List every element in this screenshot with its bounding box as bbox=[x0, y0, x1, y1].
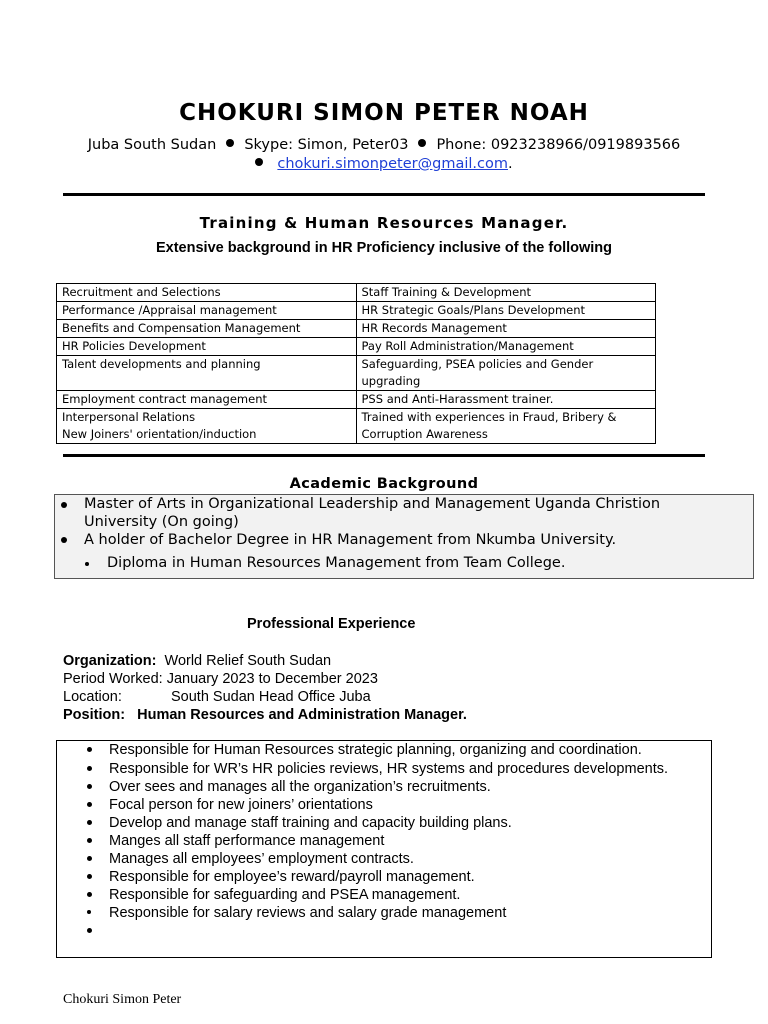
list-item: Manages all employees’ employment contracts. bbox=[109, 851, 414, 867]
table-row bbox=[57, 320, 656, 338]
bullet-icon bbox=[87, 928, 92, 933]
table-row bbox=[57, 409, 656, 444]
list-item: Responsible for WR’s HR policies reviews, HR systems and procedures developments. bbox=[109, 761, 669, 777]
table-row bbox=[57, 391, 656, 409]
location-value: South Sudan Head Office Juba bbox=[171, 689, 371, 705]
table-cell: PSS and Anti-Harassment trainer. bbox=[356, 391, 656, 409]
position-line bbox=[63, 706, 467, 724]
list-item: Develop and manage staff training and capacity building plans. bbox=[109, 815, 512, 831]
cell-line: Interpersonal Relations bbox=[62, 410, 196, 424]
cell-line: Corruption Awareness bbox=[361, 427, 488, 441]
period-label: Period Worked: bbox=[63, 671, 163, 687]
experience-title: Professional Experience bbox=[247, 616, 416, 632]
list-item: Over sees and manages all the organization’s recruitments. bbox=[109, 779, 491, 795]
phone-text: Phone: 0923238966/0919893566 bbox=[436, 137, 681, 153]
divider bbox=[63, 454, 705, 457]
bullet-icon bbox=[87, 766, 92, 771]
position-value: Human Resources and Administration Manager. bbox=[137, 707, 467, 723]
list-item: Manges all staff performance management bbox=[109, 833, 385, 849]
list-item: Responsible for salary reviews and salary grade management bbox=[109, 905, 507, 921]
table-cell: Pay Roll Administration/Management bbox=[356, 338, 656, 356]
divider bbox=[63, 193, 705, 196]
bullet-icon bbox=[85, 562, 89, 566]
candidate-name: CHOKURI SIMON PETER NOAH bbox=[179, 100, 589, 126]
bullet-icon bbox=[226, 139, 234, 147]
responsibilities-box bbox=[56, 740, 712, 958]
academic-box bbox=[54, 494, 754, 579]
email-link[interactable]: chokuri.simonpeter@gmail.com bbox=[277, 156, 508, 172]
bullet-icon bbox=[87, 802, 92, 807]
org-value: World Relief South Sudan bbox=[164, 653, 332, 669]
bullet-icon bbox=[61, 502, 67, 508]
table-cell: Employment contract management bbox=[57, 391, 357, 409]
period-value: January 2023 to December 2023 bbox=[166, 671, 378, 687]
list-item: Responsible for safeguarding and PSEA management. bbox=[109, 887, 461, 903]
list-item: A holder of Bachelor Degree in HR Management from Nkumba University. bbox=[84, 532, 617, 548]
organization-line bbox=[63, 652, 331, 670]
skills-table bbox=[56, 283, 656, 444]
bullet-icon bbox=[87, 784, 92, 789]
location-text: Juba South Sudan bbox=[87, 137, 217, 153]
email-suffix: . bbox=[507, 156, 513, 172]
list-item: Responsible for Human Resources strategic planning, organizing and coordination. bbox=[109, 742, 642, 758]
list-item: Diploma in Human Resources Management from Team College. bbox=[107, 555, 566, 571]
table-cell: Safeguarding, PSEA policies and Gender upgrading bbox=[356, 356, 656, 391]
email-line bbox=[0, 156, 768, 172]
table-cell bbox=[356, 409, 656, 444]
list-item: Focal person for new joiners’ orientations bbox=[109, 797, 373, 813]
table-cell: HR Strategic Goals/Plans Development bbox=[356, 302, 656, 320]
bullet-icon bbox=[87, 820, 92, 825]
table-row bbox=[57, 356, 656, 391]
bullet-icon bbox=[87, 910, 91, 914]
bullet-icon bbox=[87, 874, 92, 879]
location-label: Location: bbox=[63, 689, 122, 705]
table-cell bbox=[57, 409, 357, 444]
bullet-icon bbox=[418, 139, 426, 147]
table-cell: Staff Training & Development bbox=[356, 284, 656, 302]
position-label: Position: bbox=[63, 707, 126, 723]
cell-line: Trained with experiences in Fraud, Bribery & bbox=[361, 410, 617, 424]
summary-text: Extensive background in HR Proficiency inclusive of the following bbox=[155, 240, 613, 256]
list-item: Master of Arts in Organizational Leadership and Management Uganda Christion bbox=[84, 496, 661, 512]
location-line bbox=[63, 688, 371, 706]
table-row bbox=[57, 284, 656, 302]
table-row bbox=[57, 338, 656, 356]
footer-text: Chokuri Simon Peter bbox=[63, 992, 182, 1007]
role-title: Training & Human Resources Manager. bbox=[199, 214, 569, 232]
org-label: Organization: bbox=[63, 653, 157, 669]
list-item: Responsible for employee’s reward/payroll management. bbox=[109, 869, 475, 885]
bullet-icon bbox=[87, 838, 92, 843]
bullet-icon bbox=[87, 892, 92, 897]
bullet-icon bbox=[87, 856, 92, 861]
skype-text: Skype: Simon, Peter03 bbox=[244, 137, 409, 153]
bullet-icon bbox=[255, 158, 263, 166]
table-cell: Performance /Appraisal management bbox=[57, 302, 357, 320]
academic-title: Academic Background bbox=[289, 476, 479, 492]
table-cell: Benefits and Compensation Management bbox=[57, 320, 357, 338]
table-cell: Recruitment and Selections bbox=[57, 284, 357, 302]
period-line bbox=[63, 670, 378, 688]
table-cell: HR Records Management bbox=[356, 320, 656, 338]
table-cell: Talent developments and planning bbox=[57, 356, 357, 391]
table-row bbox=[57, 302, 656, 320]
contact-line bbox=[0, 137, 768, 153]
list-item: University (On going) bbox=[84, 514, 239, 530]
table-cell: HR Policies Development bbox=[57, 338, 357, 356]
bullet-icon bbox=[61, 537, 67, 543]
cell-line: New Joiners' orientation/induction bbox=[62, 427, 257, 441]
bullet-icon bbox=[87, 747, 92, 752]
